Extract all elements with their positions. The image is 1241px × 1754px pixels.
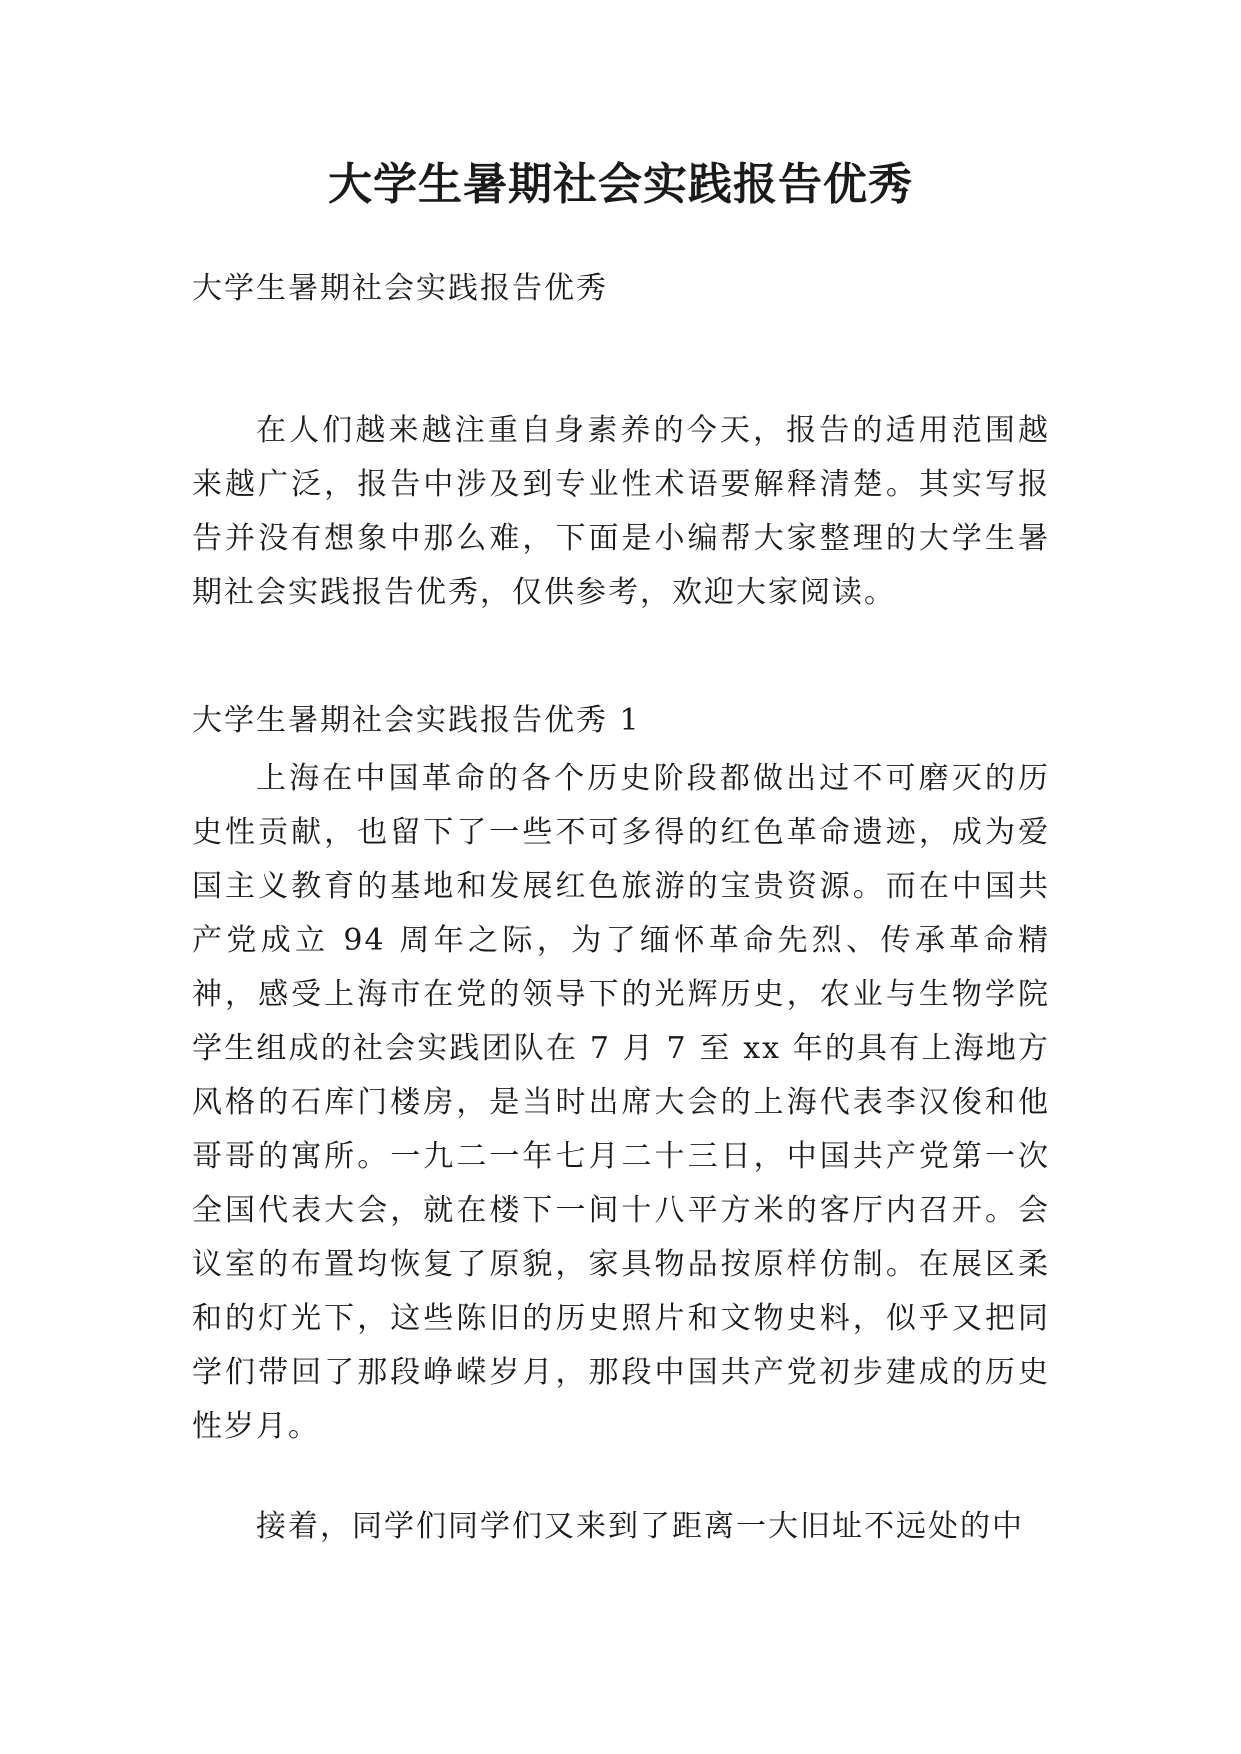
section-heading: 大学生暑期社会实践报告优秀 1 <box>192 703 641 738</box>
document-title: 大学生暑期社会实践报告优秀 <box>328 159 913 210</box>
body-paragraph-2: 接着，同学们同学们又来到了距离一大旧址不远处的中 <box>256 1509 1024 1544</box>
document-subtitle: 大学生暑期社会实践报告优秀 <box>192 271 608 306</box>
body-paragraph-1: 上海在中国革命的各个历史阶段都做出过不可磨灭的历史性贡献，也留下了一些不可多得的红色革命遗迹，成为爱国主义教育的基地和发展红色旅游的宝贵资源。而在中国共产党成立 94 周年之际，为了缅怀革命先烈、传承革命精神，感受上海市在党的领导下的光辉历史，农业与生物学院学生组成的社会实践团队在 7 月 7 至 xx 年的具有上海地方风格的石库门楼房，是当时出席大会的上海代表李汉俊和他哥哥的寓所。一九二一年七月二十三日，中国共产党第一次全国代表大会，就在楼下一间十八平方米的客厅内召开。会议室的布置均恢复了原貌，家具物品按原样仿制。在展区柔和的灯光下，这些陈旧的历史照片和文物史料，似乎又把同学们带回了那段峥嵘岁月，那段中国共产党初步建成的历史性岁月。 <box>192 761 1050 1444</box>
intro-paragraph: 在人们越来越注重自身素养的今天，报告的适用范围越来越广泛，报告中涉及到专业性术语要解释清楚。其实写报告并没有想象中那么难，下面是小编帮大家整理的大学生暑期社会实践报告优秀，仅供参考，欢迎大家阅读。 <box>192 413 1050 610</box>
